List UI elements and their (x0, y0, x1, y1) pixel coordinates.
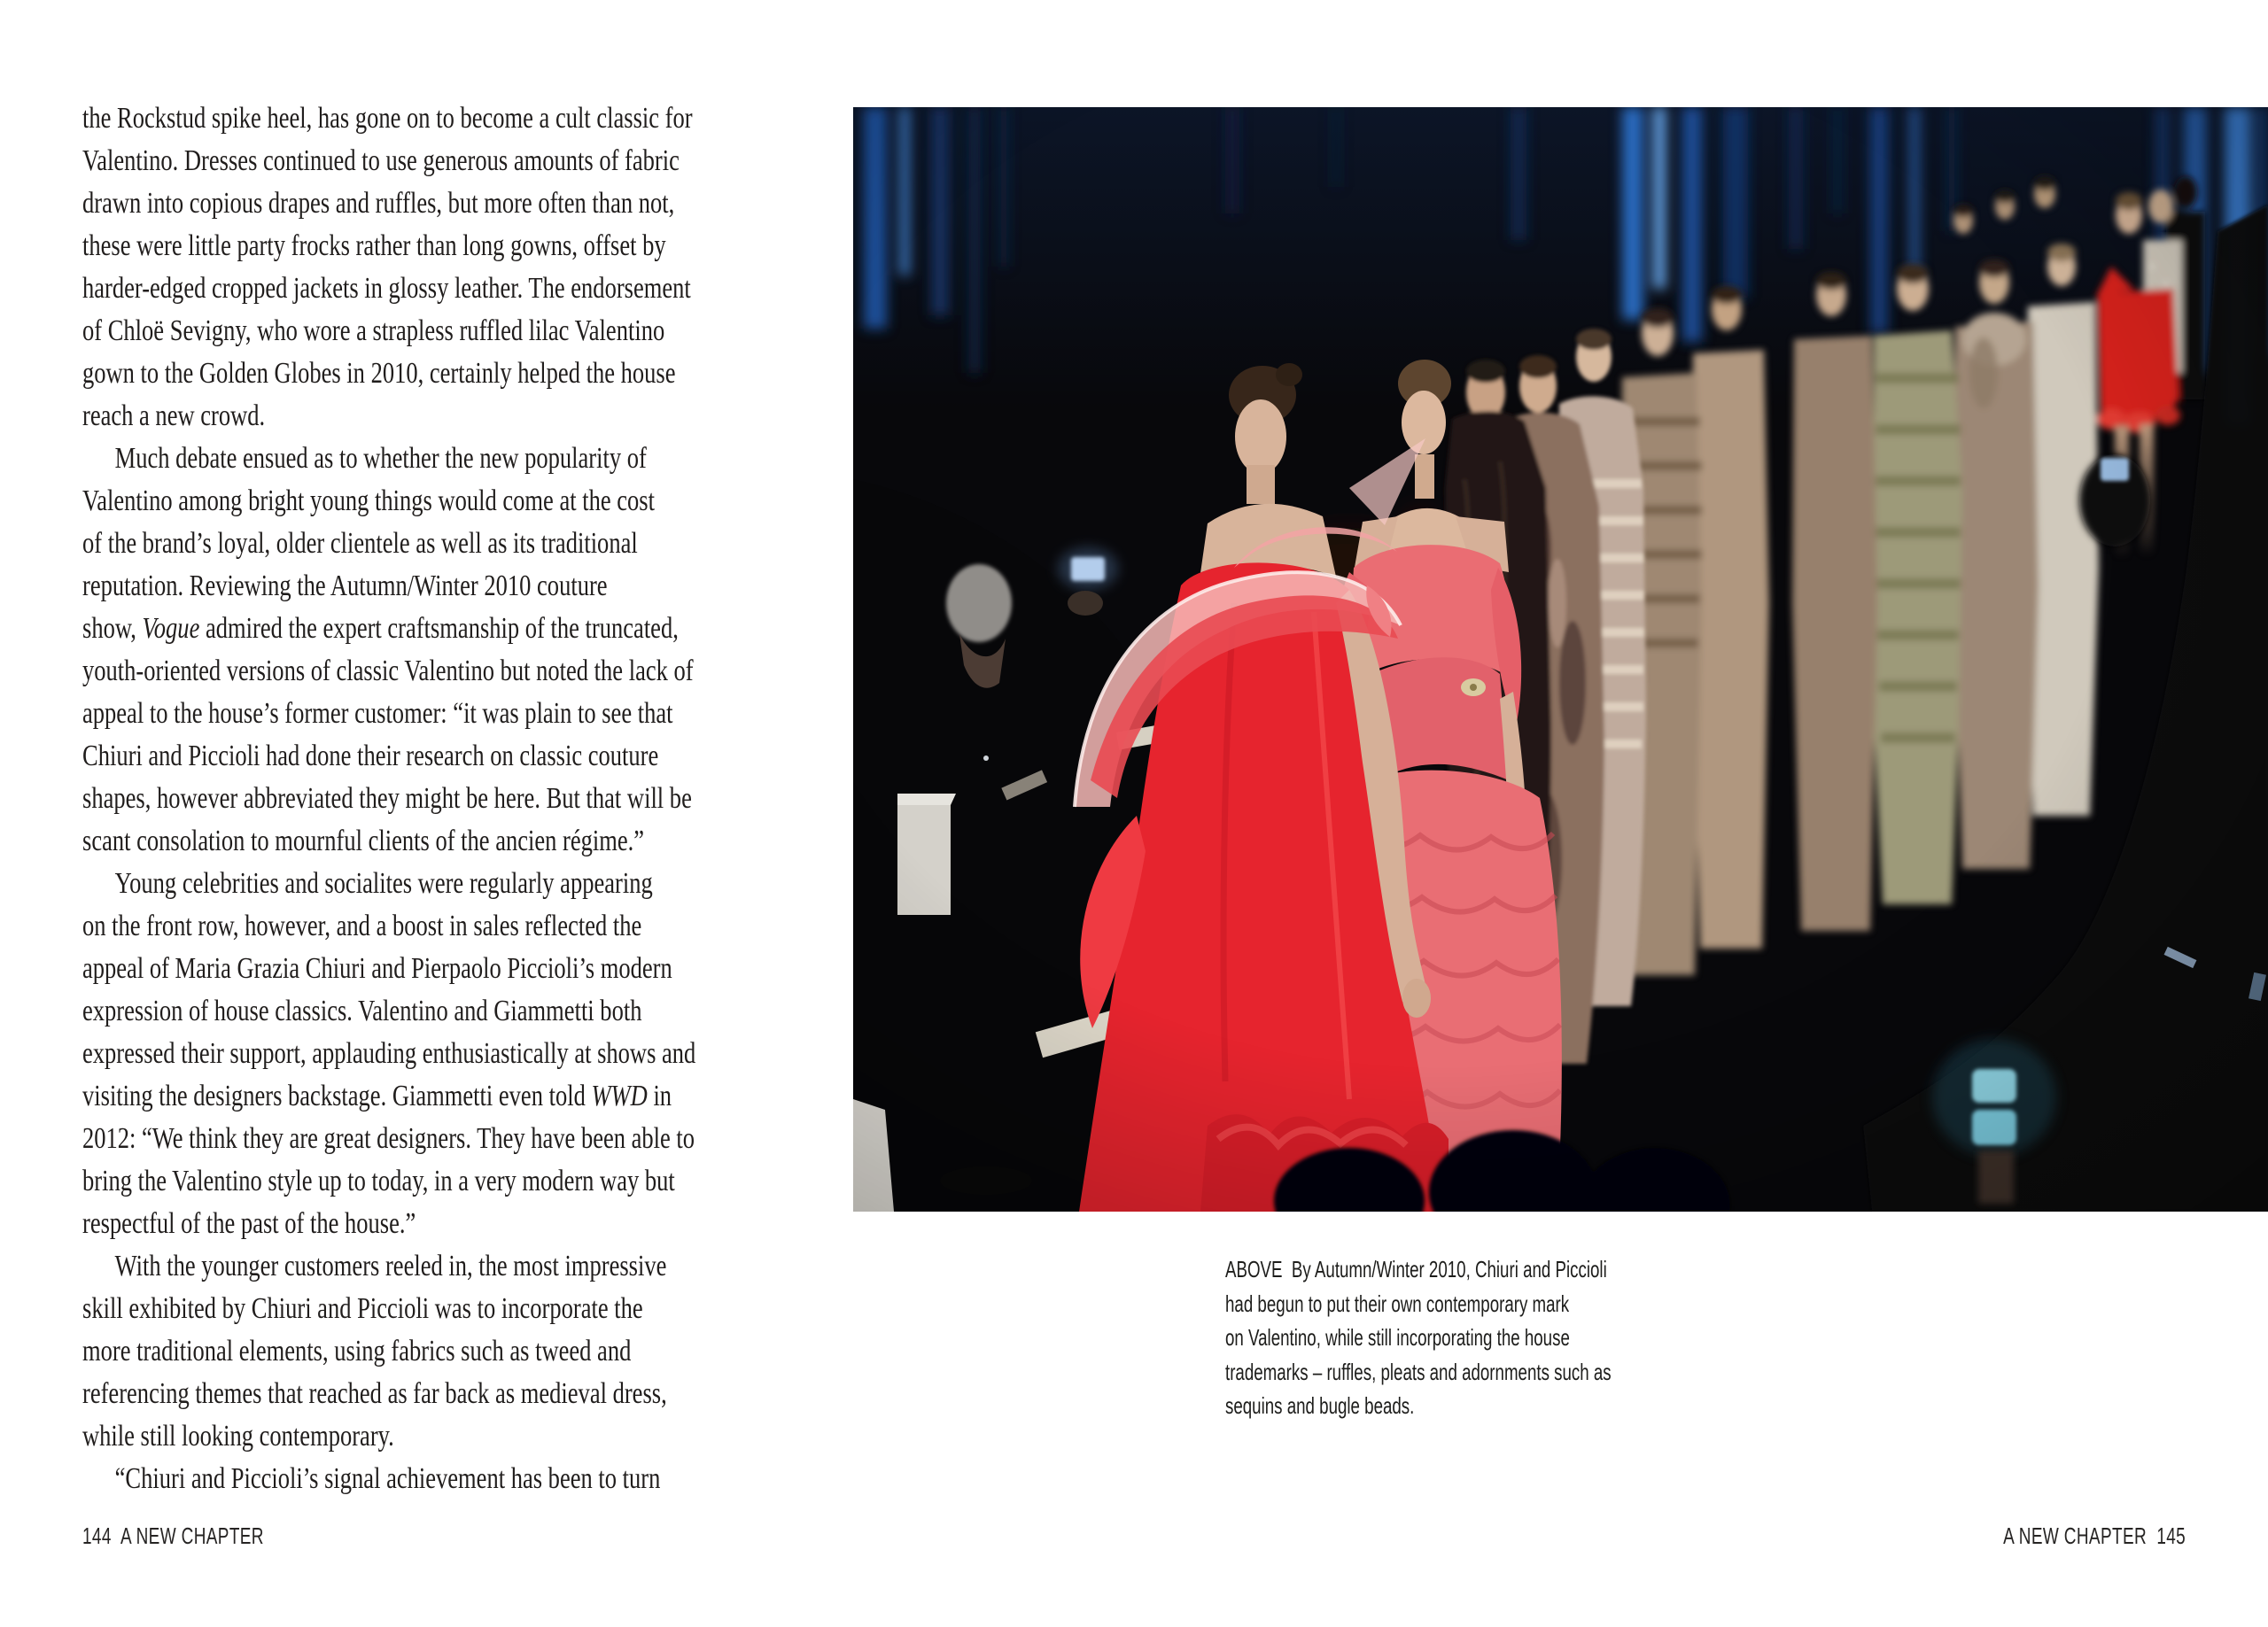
body-line: Chiuri and Piccioli had done their research on classic couture (82, 740, 659, 772)
paragraph (82, 1245, 695, 1458)
body-line: respectful of the past of the house.” (82, 1207, 416, 1240)
body-line: Valentino. Dresses continued to use generous amounts of fabric (82, 144, 680, 177)
body-line: bring the Valentino style up to today, in a very modern way but (82, 1165, 675, 1197)
body-line: on the front row, however, and a boost in sales reflected the (82, 910, 642, 942)
body-line: of the brand’s loyal, older clientele as well as its traditional (82, 527, 638, 560)
runway-photo-art (853, 107, 2268, 1212)
caption-line: had begun to put their own contemporary mark (1225, 1290, 1570, 1317)
body-line: appeal to the house’s former customer: “it was plain to see that (82, 697, 673, 730)
runway-photo (853, 107, 2268, 1212)
paragraph (82, 97, 695, 438)
body-line: appeal of Maria Grazia Chiuri and Pierpaolo Piccioli’s modern (82, 952, 672, 985)
body-line: more traditional elements, using fabrics such as tweed and (82, 1335, 632, 1367)
photo-caption (1225, 1252, 1612, 1423)
body-line: reputation. Reviewing the Autumn/Winter 2010 couture (82, 569, 608, 602)
caption-line: on Valentino, while still incorporating the house (1225, 1324, 1570, 1351)
body-line: gown to the Golden Globes in 2010, certainly helped the house (82, 357, 676, 390)
caption-line: sequins and bugle beads. (1225, 1392, 1415, 1419)
body-line: skill exhibited by Chiuri and Piccioli was to incorporate the (82, 1292, 643, 1325)
body-line: reach a new crowd. (82, 399, 266, 432)
body-text (82, 97, 695, 1500)
body-line: expressed their support, applauding enthusiastically at shows and (82, 1037, 696, 1070)
body-line: visiting the designers backstage. Giammetti even told WWD in (82, 1080, 672, 1112)
photo-vignette (853, 107, 2268, 1212)
footer-right: A NEW CHAPTER 145 (2003, 1522, 2186, 1549)
paragraph (82, 863, 695, 1245)
body-line: show, Vogue admired the expert craftsmanship of the truncated, (82, 612, 679, 645)
footer-left: 144 A NEW CHAPTER (82, 1522, 264, 1549)
body-line: while still looking contemporary. (82, 1420, 394, 1453)
caption-line: trademarks – ruffles, pleats and adornments such as (1225, 1358, 1612, 1385)
body-line: Much debate ensued as to whether the new popularity of (114, 442, 647, 475)
body-line: scant consolation to mournful clients of the ancien régime.” (82, 825, 645, 857)
body-line: 2012: “We think they are great designers. They have been able to (82, 1122, 695, 1155)
paragraph (82, 438, 695, 863)
body-line: youth-oriented versions of classic Valentino but noted the lack of (82, 655, 694, 687)
body-line: “Chiuri and Piccioli’s signal achievement has been to turn (114, 1462, 661, 1495)
body-line: harder-edged cropped jackets in glossy leather. The endorsement (82, 272, 691, 305)
body-line: drawn into copious drapes and ruffles, but more often than not, (82, 187, 675, 220)
body-line: expression of house classics. Valentino and Giammetti both (82, 995, 642, 1027)
body-line: these were little party frocks rather than long gowns, offset by (82, 229, 666, 262)
body-line: Valentino among bright young things would come at the cost (82, 484, 655, 517)
body-line: Young celebrities and socialites were regularly appearing (114, 867, 653, 900)
paragraph (82, 1458, 695, 1500)
body-line: shapes, however abbreviated they might be here. But that will be (82, 782, 692, 815)
body-line: the Rockstud spike heel, has gone on to become a cult classic for (82, 102, 693, 135)
body-line: of Chloë Sevigny, who wore a strapless ruffled lilac Valentino (82, 314, 665, 347)
caption-line: ABOVE By Autumn/Winter 2010, Chiuri and Piccioli (1225, 1256, 1607, 1282)
body-line: With the younger customers reeled in, the most impressive (114, 1250, 667, 1282)
body-line: referencing themes that reached as far back as medieval dress, (82, 1377, 667, 1410)
